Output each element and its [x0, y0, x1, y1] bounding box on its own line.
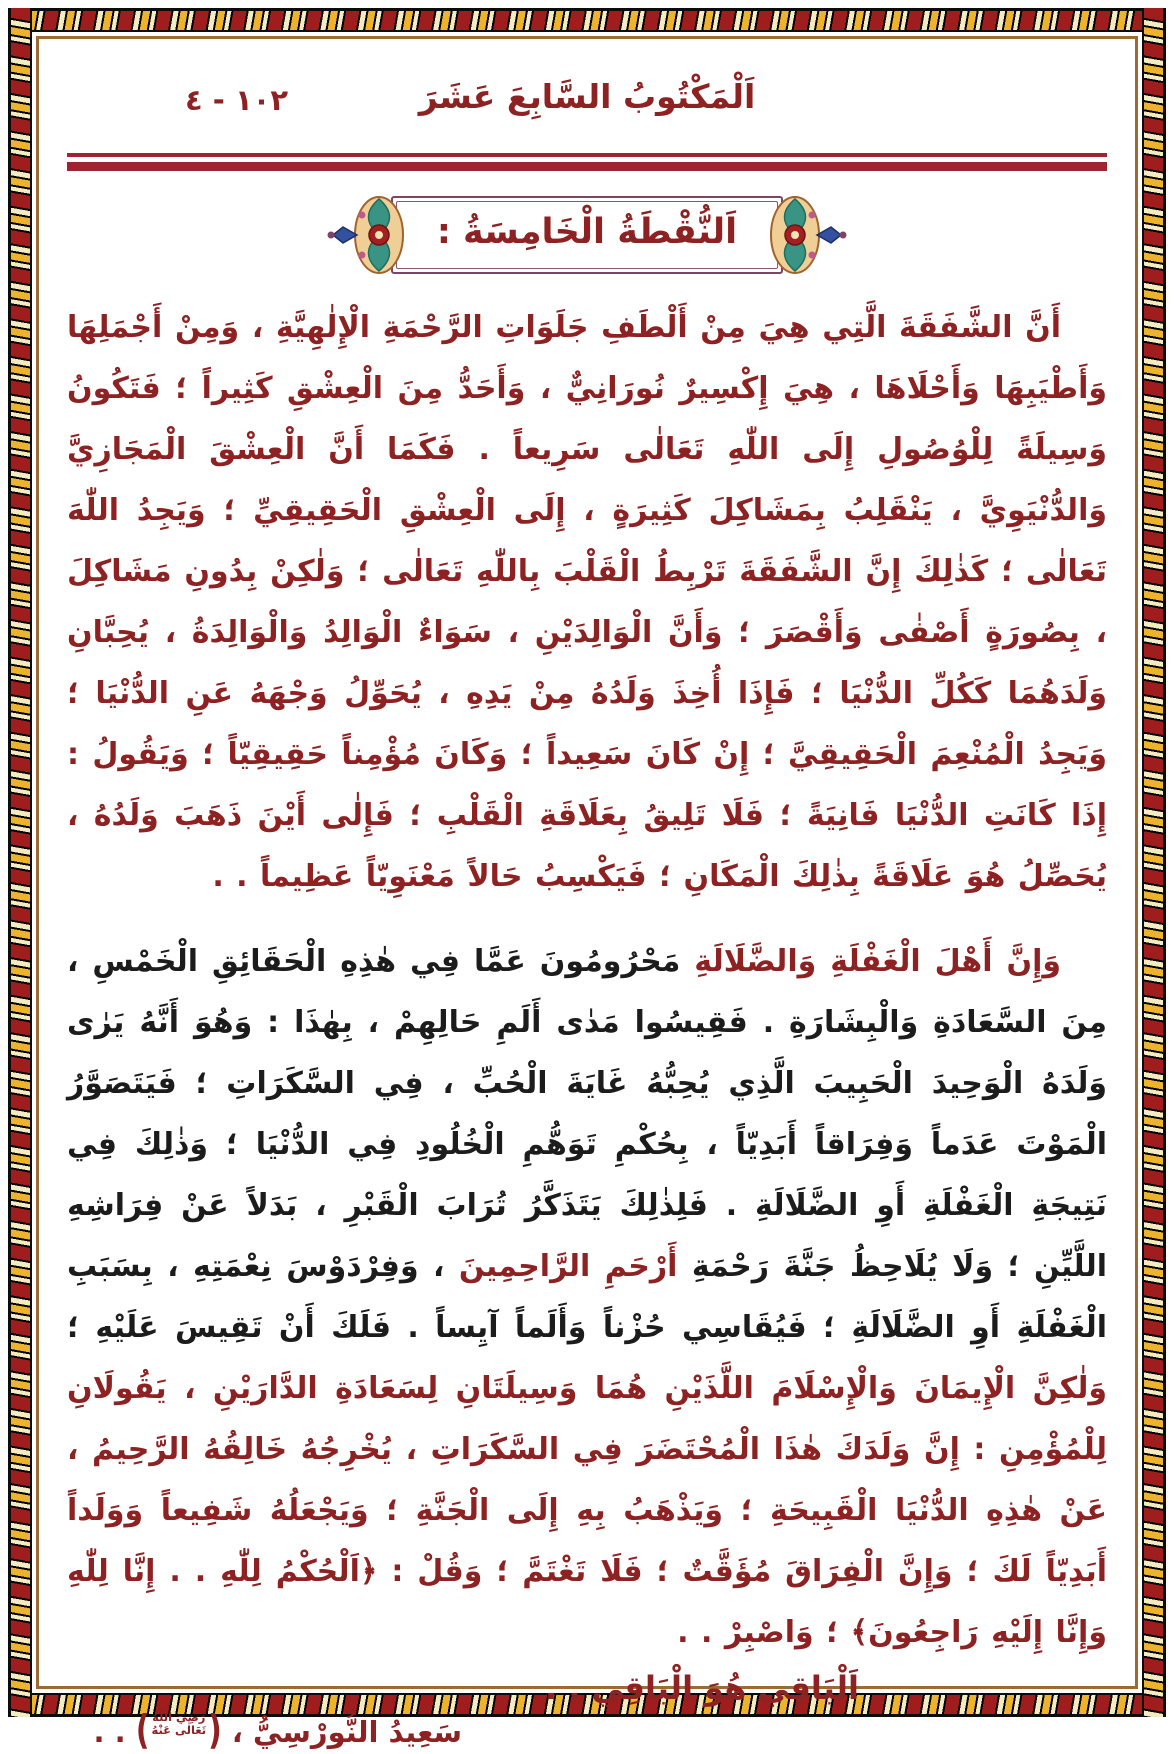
paragraph-1: أَنَّ الشَّفَقَةَ الَّتِي هِيَ مِنْ أَلْطَفِ جَلَوَاتِ الرَّحْمَةِ الْإِلٰهِيَّةِ ، وَمِنْ أَجْمَلِهَا وَأَطْيَبِهَا وَأَحْلَاهَا ، هِيَ إِكْسِيرٌ نُورَانِيٌّ ، وَأَحَدُّ مِنَ الْعِشْقِ كَثِيراً ؛ فَتَكُونُ وَسِيلَةً لِلْوُصُولِ إِلَى اللّٰهِ تَعَالٰى سَرِيعاً . فَكَمَا أَنَّ الْعِشْقَ الْمَجَازِيَّ وَالدُّنْيَوِيَّ ، يَنْقَلِبُ بِمَشَاكِلَ كَثِيرَةٍ ، إِلَى الْعِشْقِ الْحَقِيقِيِّ ؛ وَيَجِدُ اللّٰهَ تَعَالٰى ؛ كَذٰلِكَ إِنَّ الشَّفَقَةَ تَرْبِطُ الْقَلْبَ بِاللّٰهِ تَعَالٰى ؛ وَلٰكِنْ بِدُونِ مَشَاكِلَ ، بِصُورَةٍ أَصْفٰى وَأَقْصَرَ ؛ وَأَنَّ الْوَالِدَيْنِ ، سَوَاءٌ الْوَالِدُ وَالْوَالِدَةُ ، يُحِبَّانِ وَلَدَهُمَا كَكُلِّ الدُّنْيَا ؛ فَإِذَا أُخِذَ وَلَدُهُ مِنْ يَدِهِ ، يُحَوِّلُ وَجْهَهُ عَنِ الدُّنْيَا ؛ وَيَجِدُ الْمُنْعِمَ الْحَقِيقِيَّ ؛ إِنْ كَانَ سَعِيداً ؛ وَكَانَ مُؤْمِناً حَقِيقِيّاً ؛ وَيَقُولُ : إِذَا كَانَتِ الدُّنْيَا فَانِيَةً ؛ فَلَا تَلِيقُ بِعَلَاقَةِ الْقَلْبِ ؛ فَإِلٰى أَيْنَ ذَهَبَ وَلَدُهُ ، يُحَصِّلُ هُوَ عَلَاقَةً بِذٰلِكَ الْمَكَانِ ؛ فَيَكْسِبُ حَالاً مَعْنَوِيّاً عَظِيماً . . — [67, 310, 1107, 894]
ornamental-border-left — [8, 8, 32, 1717]
paragraph-2-segment: أَرْحَمِ الرَّاحِمِينَ — [458, 1249, 678, 1284]
page-title: اَلْمَكْتُوبُ السَّابِعَ عَشَرَ — [418, 77, 756, 116]
paragraph-2-segment: وَلٰكِنَّ الْإِيمَانَ وَالْإِسْلَامَ اللَّذَيْنِ هُمَا وَسِيلَتَانِ لِسَعَادَةِ الدَّارَيْنِ ، يَقُولَانِ لِلْمُؤْمِنِ : إِنَّ وَلَدَكَ هٰذَا الْمُحْتَضَرَ فِي السَّكَرَاتِ ، يُخْرِجُهُ خَالِقُهُ الرَّحِيمُ ، عَنْ هٰذِهِ الدُّنْيَا الْقَبِيحَةِ ؛ وَيَذْهَبُ بِهِ إِلَى الْجَنَّةِ ؛ وَيَجْعَلُهُ شَفِيعاً وَوَلَداً أَبَدِيّاً لَكَ ؛ وَإِنَّ الْفِرَاقَ مُؤَقَّتٌ ؛ فَلَا تَغْتَمَّ ؛ وَقُلْ : ﴿اَلْحُكْمُ لِلّٰهِ . . إِنَّا لِلّٰهِ وَإِنَّا إِلَيْهِ رَاجِعُونَ﴾ ؛ وَاصْبِرْ . . — [67, 1371, 1107, 1650]
page-content — [41, 41, 1133, 1754]
ornamental-border-right — [1142, 8, 1166, 1717]
paragraph-2-segment: مَحْرُومُونَ عَمَّا فِي هٰذِهِ الْحَقَائِقِ الْخَمْسِ ، مِنَ السَّعَادَةِ وَالْبِشَارَةِ . فَقِيسُوا مَدٰى أَلَمِ حَالِهِمْ ، بِهٰذَا : وَهُوَ أَنَّهُ يَرٰى وَلَدَهُ الْوَحِيدَ الْحَبِيبَ الَّذِي يُحِبُّهُ غَايَةَ الْحُبِّ ، فِي السَّكَرَاتِ ؛ فَيَتَصَوَّرُ الْمَوْتَ عَدَماً وَفِرَاقاً أَبَدِيّاً ، بِحُكْمِ تَوَهُّمِ الْخُلُودِ فِي الدُّنْيَا ؛ وَذٰلِكَ فِي نَتِيجَةِ الْغَفْلَةِ أَوِ الضَّلَالَةِ . فَلِذٰلِكَ يَتَذَكَّرُ تُرَابَ الْقَبْرِ ، بَدَلاً عَنْ فِرَاشِهِ اللَّيِّنِ ؛ وَلَا يُلَاحِظُ جَنَّةَ رَحْمَةِ — [67, 944, 1107, 1284]
signature-name: سَعِيدُ النُّورْسِيُّ ، — [231, 1715, 462, 1749]
page-header — [67, 77, 1107, 139]
floral-arabesque-ornament-icon — [769, 191, 847, 279]
section-title: اَلنُّقْطَةُ الْخَامِسَةُ : — [436, 212, 738, 252]
seal-open-paren: ( — [208, 1706, 222, 1754]
paragraph-2-segment: ، وَفِرْدَوْسَ نِعْمَتِهِ ، بِسَبَبِ الْغَفْلَةِ أَوِ الضَّلَالَةِ ؛ فَيُقَاسِي حُزْناً وَأَلَماً آيِساً . فَلَكَ أَنْ تَقِيسَ عَلَيْهِ ؛ — [67, 1249, 1107, 1345]
body-text — [67, 297, 1107, 1663]
header-divider — [67, 153, 1107, 171]
divider-thick-line — [67, 162, 1107, 171]
seal-close-paren: ) — [135, 1706, 150, 1754]
seal-text-bottom: تَعَالٰى عَنْهُ — [151, 1723, 207, 1737]
signature-line — [93, 1706, 463, 1754]
page-number: ١٠٢ - ٤ — [185, 83, 289, 117]
ornamental-border-top — [8, 8, 1166, 32]
seal-text-top: رَضِيَ اللّٰهُ — [152, 1710, 206, 1724]
section-title-row — [67, 187, 1107, 283]
paragraph-2 — [67, 931, 1107, 1663]
calligraphic-blessing-seal-icon — [149, 1711, 208, 1737]
section-title-box-inner — [396, 201, 778, 269]
closing-line: اَلْبَاقِي هُوَ الْبَاقِي . . — [545, 1669, 859, 1707]
floral-arabesque-ornament-icon — [327, 191, 405, 279]
section-title-box — [391, 196, 783, 274]
paragraph-2-segment: وَإِنَّ أَهْلَ الْغَفْلَةِ وَالضَّلَالَةِ — [680, 944, 1062, 979]
signature-tail-dots: . . — [93, 1715, 126, 1749]
